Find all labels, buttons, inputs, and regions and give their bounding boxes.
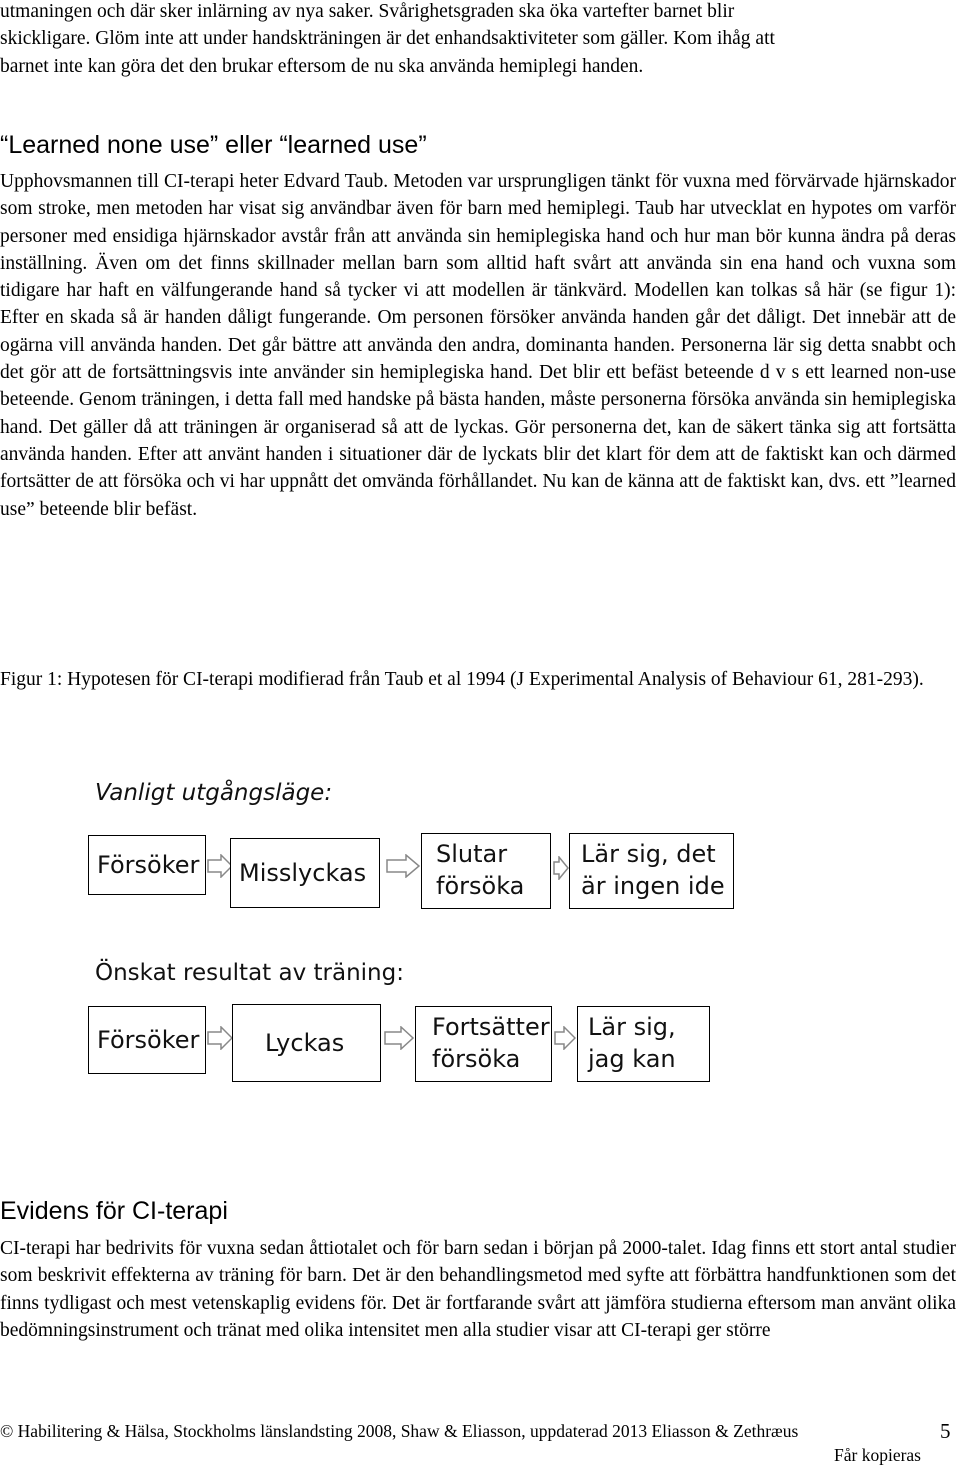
diagram-box-lar-sig-ingen-ide: Lär sig, det är ingen ide: [569, 833, 734, 909]
diagram-row1-title: Vanligt utgångsläge:: [95, 780, 333, 806]
arrow-right-icon: [386, 854, 420, 878]
diagram-box-lar-sig-jag-kan: Lär sig, jag kan: [577, 1006, 710, 1082]
figure-caption: Figur 1: Hypotesen för CI-terapi modifierad från Taub et al 1994 (J Experimental Analysis of Behaviour 61, 281-293).: [0, 669, 924, 690]
diagram-box-forsoker-1: Försöker: [88, 835, 206, 895]
footer-copyright: [0, 1421, 960, 1442]
diagram-box-lyckas: Lyckas: [232, 1004, 381, 1082]
arrow-right-icon: [207, 1026, 233, 1050]
intro-paragraph: [0, 0, 775, 80]
intro-line: utmaningen och där sker inlärning av nya saker. Svårighetsgraden ska öka vartefter barnet blir: [0, 1, 735, 22]
intro-line: skickligare. Glöm inte att under handskträningen är det enhandsaktiviteter som gäller. Kom ihåg att: [0, 28, 775, 50]
diagram-box-fortsatter-forsoka: Fortsätter försöka: [415, 1006, 552, 1082]
page-number: 5: [940, 1419, 951, 1443]
arrow-right-icon: [384, 1026, 414, 1050]
footer-note: Får kopieras: [834, 1445, 921, 1465]
section-heading-learned-use: “Learned none use” eller “learned use”: [0, 131, 427, 159]
diagram-box-misslyckas: Misslyckas: [230, 838, 380, 908]
section-heading-evidens: Evidens för CI-terapi: [0, 1197, 228, 1225]
footer-copyright-text: © Habilitering & Hälsa, Stockholms länslandsting 2008, Shaw & Eliasson, uppdaterad 2013 Eliasson & Zethræus: [0, 1421, 799, 1441]
arrow-right-icon: [554, 1026, 576, 1050]
diagram-row2-title: Önskat resultat av träning:: [95, 960, 404, 986]
figure-diagram: [0, 760, 960, 1100]
intro-line: barnet inte kan göra det den brukar eftersom de nu ska använda hemiplegi handen.: [0, 55, 644, 77]
arrow-right-icon: [553, 856, 569, 880]
section-paragraph-taub: Upphovsmannen till CI-terapi heter Edvard Taub. Metoden var ursprungligen tänkt för vuxna med förvärvade hjärnskador som stroke, men metoden har visat sig användbar även för barn med hemiplegi. Taub har utvecklat en hypotes om varför personer med ensidiga hjärnskador avstår från att använda sin hemiplegiska hand och hur man bör kunna ändra på deras inställning. Även om det finns skillnader mellan barn som alltid haft svårt att använda sin ena hand och vuxna som tidigare har haft en välfungerande hand så tycker vi att modellen är tänkvärd. Modellen kan tolkas så här (se figur 1): Efter en skada så är handen dåligt fungerande. Om personen försöker använda handen går det dåligt. Det innebär att de ogärna vill använda handen. Det går bättre att använda den andra, dominanta handen. Personerna lär sig detta snabbt och det gör att de fortsättningsvis inte använder sin hemiplegiska hand. Det blir ett befäst beteende d v s ett learned non-use beteende. Genom träningen, i detta fall med handske på bästa handen, måste personerna försöka använda sin hemiplegiska hand. Det gäller då att träningen är organiserad så att de lyckas. Gör personerna det, kan de säkert tänka sig att fortsätta använda handen. Efter att använt handen i situationer där de lyckats blir det klart för dem att de faktiskt kan och därmed fortsätter de att försöka och vi har uppnått det omvända förhållandet. Nu kan de känna att de faktiskt kan, dvs. ett ”learned use” beteende blir befäst.: [0, 171, 956, 520]
diagram-box-forsoker-2: Försöker: [88, 1006, 206, 1074]
section-paragraph-evidens: CI-terapi har bedrivits för vuxna sedan åttiotalet och för barn sedan i början på 2000-talet. Idag finns ett stort antal studier som beskrivit effekterna av träning för barn. Det är den behandlingsmetod med syfte att förbättra handfunktionen som det finns tydligast och mest vetenskaplig evidens för. Det är fortfarande svårt att jämföra studierna eftersom man använt olika bedömningsinstrument och tränat med olika intensitet men alla studier visar att CI-terapi ger större: [0, 1238, 956, 1341]
diagram-box-slutar-forsoka: Slutar försöka: [421, 833, 551, 909]
